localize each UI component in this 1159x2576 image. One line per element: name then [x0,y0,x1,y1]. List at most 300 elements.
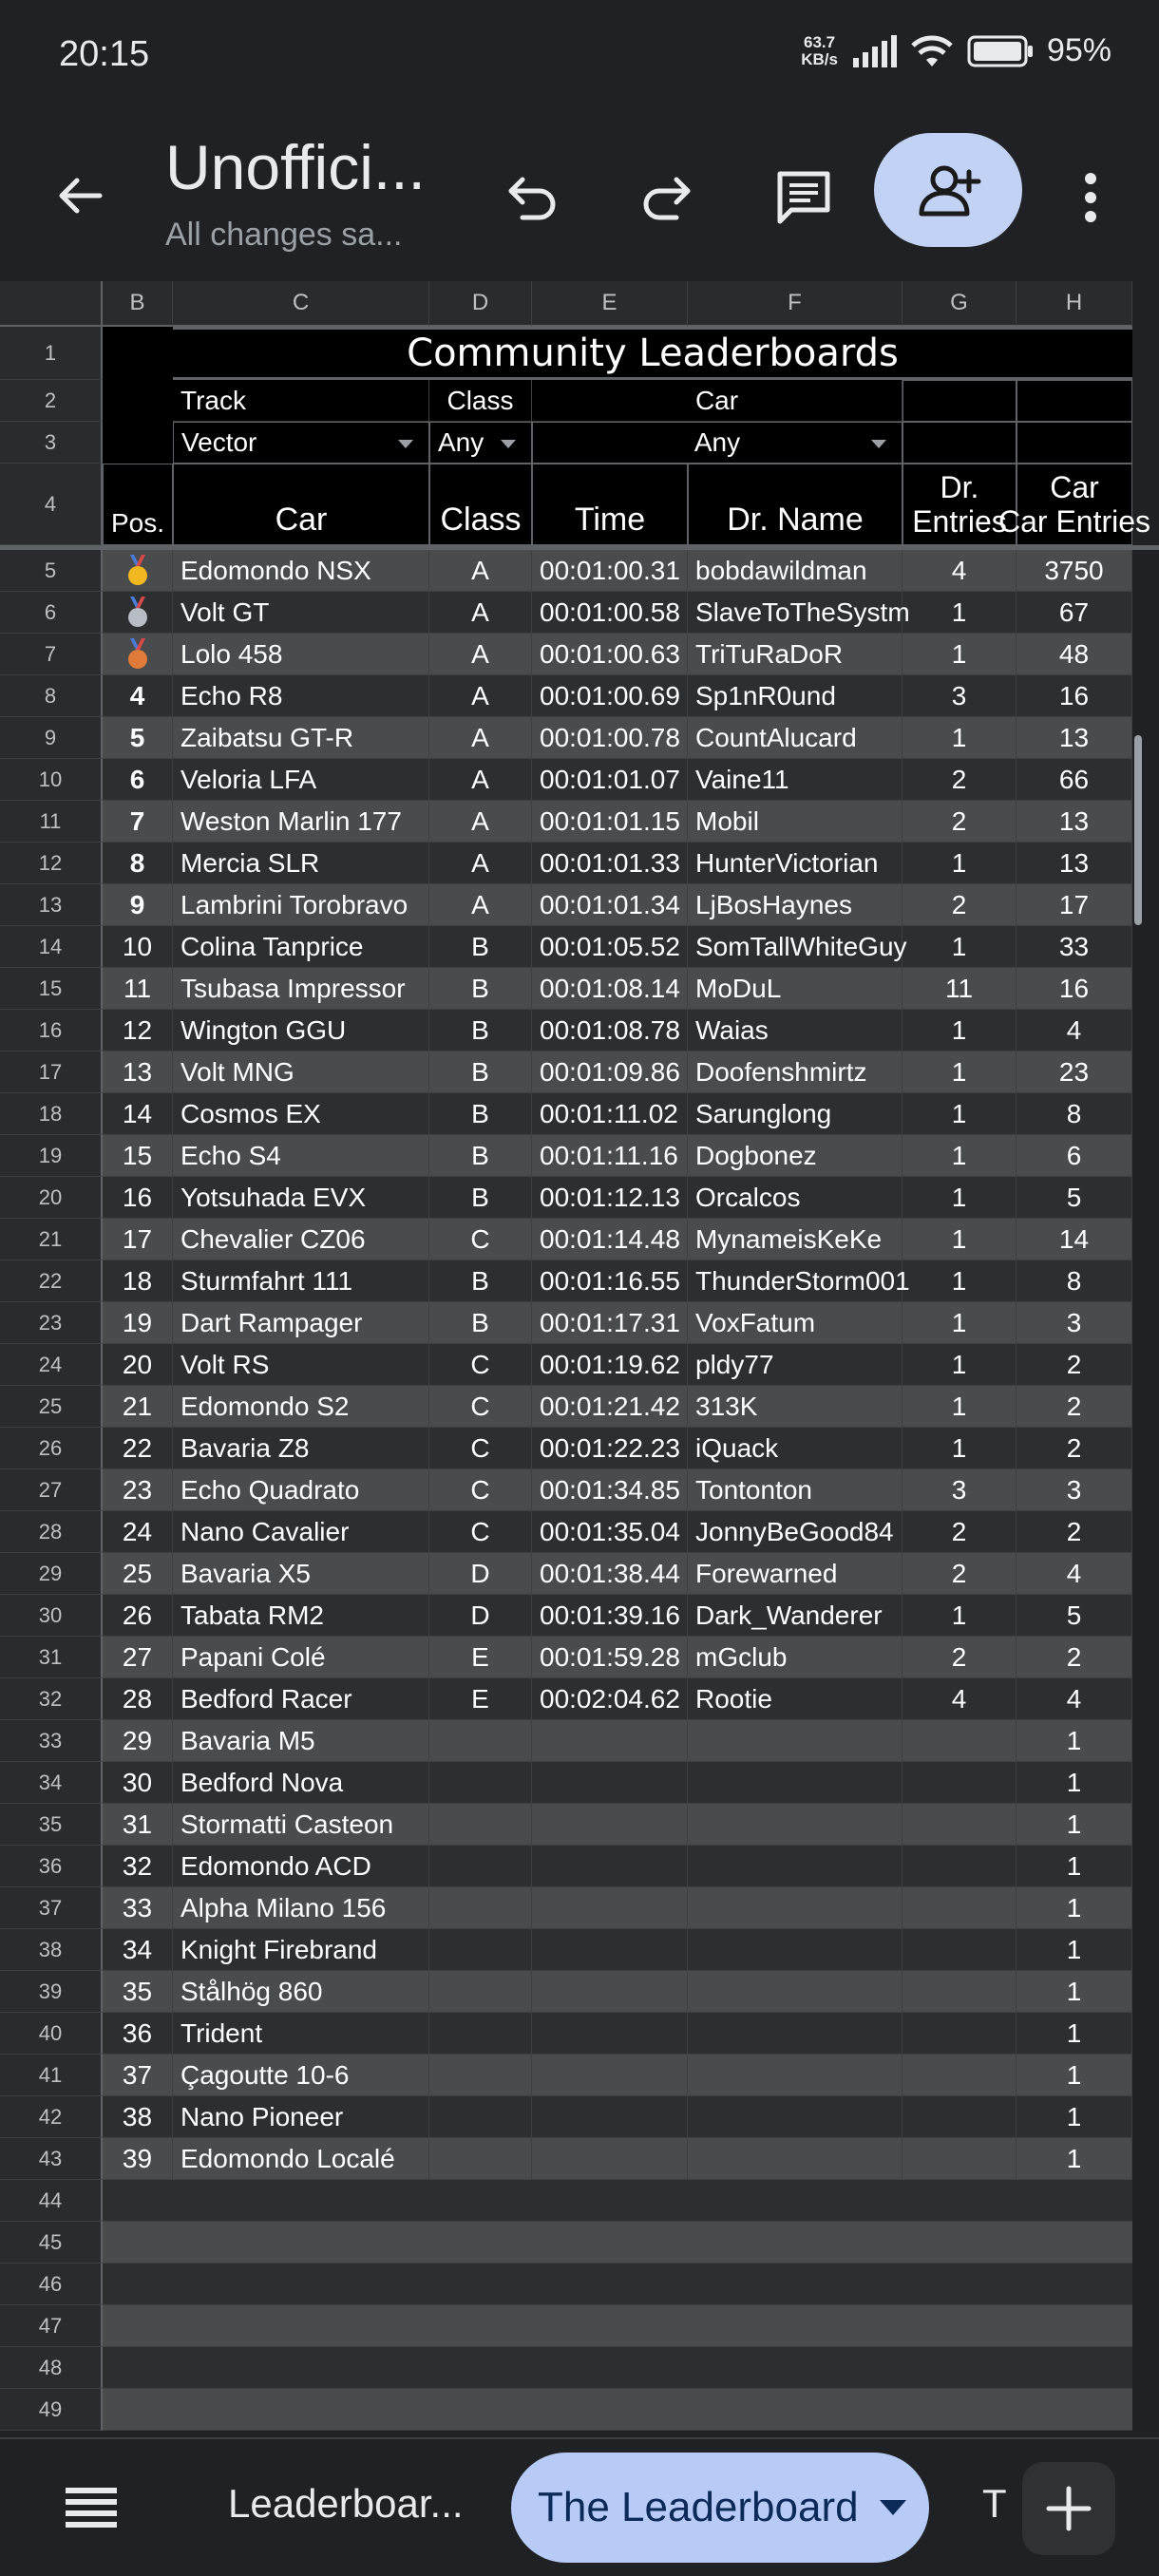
cell-dr[interactable]: 1 [902,592,1016,634]
row-header[interactable]: 22 [0,1260,103,1302]
row-header[interactable]: 19 [0,1135,103,1177]
undo-button[interactable] [496,161,568,234]
empty-header-cell[interactable] [902,380,1016,422]
cell-ce[interactable]: 5 [1016,1595,1132,1637]
cell-dr[interactable]: 1 [902,1010,1016,1051]
row-header[interactable]: 42 [0,2096,103,2138]
cell-ce[interactable]: 8 [1016,1260,1132,1302]
cell-name[interactable]: ThunderStorm001 [688,1260,902,1302]
row-header[interactable]: 43 [0,2138,103,2180]
add-sheet-button[interactable] [1022,2462,1115,2555]
cell-name[interactable] [688,1887,902,1929]
table-row[interactable] [103,2347,1132,2389]
cell-ce[interactable]: 17 [1016,884,1132,926]
cell-time[interactable]: 00:01:00.78 [532,717,688,759]
cell-car[interactable]: Echo Quadrato [173,1469,429,1511]
cell-pos[interactable]: 8 [103,843,173,884]
cell-time[interactable] [532,1971,688,2013]
row-header[interactable]: 41 [0,2055,103,2096]
cell-name[interactable]: iQuack [688,1428,902,1469]
row-header[interactable]: 40 [0,2013,103,2055]
cell-name[interactable]: Rootie [688,1678,902,1720]
comment-button[interactable] [768,161,840,234]
cell-dr[interactable]: 1 [902,1595,1016,1637]
cell-name[interactable]: SlaveToTheSystm [688,592,902,634]
cell-pos[interactable]: 33 [103,1887,173,1929]
cell-ce[interactable]: 13 [1016,843,1132,884]
cell-class[interactable]: A [429,843,532,884]
cell-time[interactable]: 00:01:01.34 [532,884,688,926]
cell-ce[interactable]: 1 [1016,1846,1132,1887]
cell-pos[interactable]: 19 [103,1302,173,1344]
cell-car[interactable]: Bedford Nova [173,1762,429,1804]
cell-car[interactable]: Edomondo NSX [173,550,429,592]
medal-cell[interactable] [103,634,173,675]
cell-class[interactable] [429,1846,532,1887]
row-header[interactable]: 48 [0,2347,103,2389]
cell-name[interactable] [688,2138,902,2180]
cell-dr[interactable]: 1 [902,926,1016,968]
cell-class[interactable]: C [429,1344,532,1386]
class-dropdown[interactable] [429,422,532,464]
cell-time[interactable]: 00:01:00.31 [532,550,688,592]
cell-time[interactable]: 00:01:19.62 [532,1344,688,1386]
cell-name[interactable]: pldy77 [688,1344,902,1386]
row-header[interactable]: 24 [0,1344,103,1386]
cell-class[interactable]: B [429,1010,532,1051]
row-header[interactable]: 5 [0,550,103,592]
cell-time[interactable]: 00:01:22.23 [532,1428,688,1469]
cell-dr[interactable]: 2 [902,1553,1016,1595]
cell-name[interactable]: 313K [688,1386,902,1428]
cell-class[interactable] [429,1762,532,1804]
cell-car[interactable]: Volt GT [173,592,429,634]
cell-pos[interactable]: 32 [103,1846,173,1887]
cell-pos[interactable]: 9 [103,884,173,926]
cell-time[interactable]: 00:01:08.78 [532,1010,688,1051]
cell-car[interactable]: Nano Pioneer [173,2096,429,2138]
cell-name[interactable]: MynameisKeKe [688,1219,902,1260]
cell-ce[interactable]: 66 [1016,759,1132,801]
cell-class[interactable]: C [429,1219,532,1260]
cell-time[interactable]: 00:01:35.04 [532,1511,688,1553]
row-header[interactable]: 17 [0,1051,103,1093]
cell-time[interactable]: 00:01:00.58 [532,592,688,634]
cell-car[interactable]: Dart Rampager [173,1302,429,1344]
cell-pos[interactable]: 36 [103,2013,173,2055]
row-header[interactable]: 7 [0,634,103,675]
cell-dr[interactable] [902,1762,1016,1804]
cell-car[interactable]: Chevalier CZ06 [173,1219,429,1260]
cell-time[interactable] [532,1846,688,1887]
table-row[interactable] [103,2222,1132,2263]
cell-name[interactable]: HunterVictorian [688,843,902,884]
cell-car[interactable]: Çagoutte 10-6 [173,2055,429,2096]
cell-car[interactable]: Edomondo ACD [173,1846,429,1887]
cell-class[interactable] [429,1804,532,1846]
dropdown-icon[interactable] [874,2496,912,2519]
cell-car[interactable]: Edomondo Localé [173,2138,429,2180]
cell-dr[interactable]: 1 [902,634,1016,675]
cell-ce[interactable]: 14 [1016,1219,1132,1260]
cell-ce[interactable]: 4 [1016,1678,1132,1720]
cell-time[interactable]: 00:01:17.31 [532,1302,688,1344]
cell-pos[interactable]: 25 [103,1553,173,1595]
back-button[interactable] [46,161,114,230]
header-pos[interactable]: Pos. [103,464,173,545]
cell-class[interactable]: A [429,801,532,843]
cell-name[interactable]: VoxFatum [688,1302,902,1344]
row-header[interactable]: 28 [0,1511,103,1553]
row-header[interactable]: 33 [0,1720,103,1762]
table-row[interactable] [103,2263,1132,2305]
cell-time[interactable]: 00:01:38.44 [532,1553,688,1595]
cell-time[interactable]: 00:01:11.16 [532,1135,688,1177]
cell-time[interactable]: 00:01:00.69 [532,675,688,717]
table-row[interactable] [103,2389,1132,2431]
cell-dr[interactable] [902,1804,1016,1846]
cell-name[interactable]: Orcalcos [688,1177,902,1219]
cell-name[interactable]: Mobil [688,801,902,843]
cell-class[interactable]: B [429,1051,532,1093]
cell-pos[interactable]: 29 [103,1720,173,1762]
leaderboard-banner-title[interactable]: Community Leaderboards [173,327,1132,380]
cell-ce[interactable]: 13 [1016,717,1132,759]
more-options-button[interactable] [1054,161,1127,234]
empty-header-cell[interactable] [902,422,1016,464]
cell-ce[interactable]: 16 [1016,968,1132,1010]
cell-class[interactable]: B [429,968,532,1010]
cell-dr[interactable] [902,2096,1016,2138]
cell-class[interactable]: E [429,1637,532,1678]
cell-class[interactable] [429,1929,532,1971]
cell-class[interactable]: A [429,759,532,801]
cell-dr[interactable] [902,1929,1016,1971]
cell-name[interactable]: TriTuRaDoR [688,634,902,675]
row-header[interactable]: 38 [0,1929,103,1971]
column-header-g[interactable]: G [902,281,1016,327]
cell-name[interactable]: Forewarned [688,1553,902,1595]
cell-pos[interactable]: 28 [103,1678,173,1720]
cell-pos[interactable]: 24 [103,1511,173,1553]
cell-dr[interactable]: 11 [902,968,1016,1010]
cell-car[interactable]: Volt RS [173,1344,429,1386]
cell-ce[interactable]: 8 [1016,1093,1132,1135]
cell-ce[interactable]: 1 [1016,1929,1132,1971]
cell-name[interactable] [688,1804,902,1846]
cell-ce[interactable]: 6 [1016,1135,1132,1177]
cell-car[interactable]: Bavaria M5 [173,1720,429,1762]
cell-class[interactable]: B [429,1260,532,1302]
empty-header-cell[interactable] [1016,380,1132,422]
cell-pos[interactable]: 34 [103,1929,173,1971]
cell-pos[interactable]: 6 [103,759,173,801]
cell-ce[interactable]: 4 [1016,1010,1132,1051]
cell-name[interactable]: LjBosHaynes [688,884,902,926]
cell-ce[interactable]: 4 [1016,1553,1132,1595]
cell-car[interactable]: Volt MNG [173,1051,429,1093]
cell-car[interactable]: Sturmfahrt 111 [173,1260,429,1302]
cell-dr[interactable]: 2 [902,884,1016,926]
cell-ce[interactable]: 3 [1016,1302,1132,1344]
cell-car[interactable]: Zaibatsu GT-R [173,717,429,759]
cell-class[interactable] [429,1720,532,1762]
cell-car[interactable]: Nano Cavalier [173,1511,429,1553]
cell-dr[interactable]: 1 [902,1302,1016,1344]
cell-dr[interactable]: 1 [902,717,1016,759]
cell-name[interactable]: Vaine11 [688,759,902,801]
cell-time[interactable]: 00:01:00.63 [532,634,688,675]
cell-ce[interactable]: 2 [1016,1637,1132,1678]
cell-dr[interactable]: 2 [902,1637,1016,1678]
cell-name[interactable]: Tontonton [688,1469,902,1511]
cell-class[interactable]: C [429,1469,532,1511]
row-header[interactable]: 13 [0,884,103,926]
cell-name[interactable] [688,2055,902,2096]
cell-ce[interactable]: 1 [1016,1887,1132,1929]
cell-class[interactable]: D [429,1553,532,1595]
cell-name[interactable] [688,1846,902,1887]
cell-time[interactable]: 00:01:21.42 [532,1386,688,1428]
cell-class[interactable]: E [429,1678,532,1720]
row-header[interactable]: 32 [0,1678,103,1720]
cell-pos[interactable]: 10 [103,926,173,968]
row-header[interactable]: 27 [0,1469,103,1511]
tab-leaderboards[interactable]: Leaderboar... [228,2481,464,2526]
cell-car[interactable]: Knight Firebrand [173,1929,429,1971]
cell-ce[interactable]: 1 [1016,2055,1132,2096]
cell-class[interactable] [429,2096,532,2138]
cell-name[interactable]: Sarunglong [688,1093,902,1135]
cell-ce[interactable]: 3750 [1016,550,1132,592]
row-header[interactable]: 31 [0,1637,103,1678]
cell-dr[interactable] [902,2013,1016,2055]
cell-time[interactable]: 00:02:04.62 [532,1678,688,1720]
cell-pos[interactable]: 4 [103,675,173,717]
cell-pos[interactable]: 37 [103,2055,173,2096]
cell-pos[interactable]: 11 [103,968,173,1010]
cell-car[interactable]: Wington GGU [173,1010,429,1051]
cell-class[interactable]: B [429,1302,532,1344]
cell-dr[interactable]: 1 [902,843,1016,884]
cell-class[interactable]: B [429,1135,532,1177]
column-header-f[interactable]: F [688,281,902,327]
row-header[interactable]: 39 [0,1971,103,2013]
cell-time[interactable] [532,1804,688,1846]
row-header[interactable]: 44 [0,2180,103,2222]
row-header[interactable]: 49 [0,2389,103,2431]
column-header-b[interactable]: B [103,281,173,327]
cell-dr[interactable]: 3 [902,1469,1016,1511]
header-dr-name[interactable]: Dr. Name [688,464,902,545]
cell-name[interactable]: SomTallWhiteGuy [688,926,902,968]
cell-car[interactable]: Tabata RM2 [173,1595,429,1637]
cell-car[interactable]: Edomondo S2 [173,1386,429,1428]
track-dropdown[interactable] [173,422,429,464]
medal-cell[interactable] [103,550,173,592]
cell-car[interactable]: Cosmos EX [173,1093,429,1135]
cell-time[interactable]: 00:01:34.85 [532,1469,688,1511]
car-dropdown[interactable] [532,422,902,464]
cell-class[interactable]: B [429,1093,532,1135]
cell-time[interactable]: 00:01:09.86 [532,1051,688,1093]
document-title[interactable]: Unoffici... [165,132,426,202]
cell-name[interactable]: bobdawildman [688,550,902,592]
cell-name[interactable] [688,1720,902,1762]
cell-ce[interactable]: 1 [1016,1804,1132,1846]
cell-car[interactable]: Trident [173,2013,429,2055]
row-header[interactable]: 26 [0,1428,103,1469]
cell-time[interactable] [532,2138,688,2180]
cell-car[interactable]: Echo S4 [173,1135,429,1177]
cell-dr[interactable]: 4 [902,1678,1016,1720]
row-header[interactable]: 46 [0,2263,103,2305]
row-header[interactable]: 12 [0,843,103,884]
cell-name[interactable]: MoDuL [688,968,902,1010]
cell-time[interactable]: 00:01:16.55 [532,1260,688,1302]
cell-pos[interactable]: 7 [103,801,173,843]
cell-class[interactable] [429,1887,532,1929]
cell-class[interactable]: C [429,1386,532,1428]
cell-class[interactable] [429,2138,532,2180]
cell-time[interactable]: 00:01:01.07 [532,759,688,801]
cell-ce[interactable]: 1 [1016,2096,1132,2138]
cell-ce[interactable]: 67 [1016,592,1132,634]
cell-time[interactable] [532,1762,688,1804]
cell-ce[interactable]: 2 [1016,1344,1132,1386]
cell-ce[interactable]: 13 [1016,801,1132,843]
cell-ce[interactable]: 5 [1016,1177,1132,1219]
cell-pos[interactable]: 35 [103,1971,173,2013]
cell-car[interactable]: Colina Tanprice [173,926,429,968]
cell-dr[interactable] [902,2055,1016,2096]
row-header[interactable]: 35 [0,1804,103,1846]
row-header[interactable]: 23 [0,1302,103,1344]
cell-dr[interactable]: 1 [902,1219,1016,1260]
share-button[interactable] [874,133,1022,247]
cell-dr[interactable]: 1 [902,1428,1016,1469]
cell-time[interactable]: 00:01:11.02 [532,1093,688,1135]
cell-ce[interactable]: 23 [1016,1051,1132,1093]
row-header[interactable]: 11 [0,801,103,843]
cell-dr[interactable]: 3 [902,675,1016,717]
cell-class[interactable] [429,1971,532,2013]
row-header[interactable]: 10 [0,759,103,801]
cell-car[interactable]: Bedford Racer [173,1678,429,1720]
cell-dr[interactable]: 2 [902,759,1016,801]
cell-car[interactable]: Tsubasa Impressor [173,968,429,1010]
empty-header-cell[interactable] [1016,422,1132,464]
cell-dr[interactable]: 1 [902,1386,1016,1428]
cell-class[interactable] [429,2013,532,2055]
cell-dr[interactable]: 2 [902,801,1016,843]
cell-time[interactable] [532,1720,688,1762]
row-header[interactable]: 34 [0,1762,103,1804]
row-header[interactable]: 8 [0,675,103,717]
row-header[interactable]: 1 [0,327,103,380]
cell-class[interactable]: D [429,1595,532,1637]
row-header[interactable]: 3 [0,422,103,464]
cell-time[interactable] [532,2096,688,2138]
cell-name[interactable] [688,2096,902,2138]
cell-name[interactable] [688,1929,902,1971]
cell-name[interactable] [688,1762,902,1804]
cell-car[interactable]: Papani Colé [173,1637,429,1678]
cell-name[interactable]: Waias [688,1010,902,1051]
cell-class[interactable]: A [429,550,532,592]
cell-car[interactable]: Lambrini Torobravo [173,884,429,926]
header-car-entries[interactable] [998,464,1151,545]
cell-car[interactable]: Yotsuhada EVX [173,1177,429,1219]
cell-pos[interactable]: 13 [103,1051,173,1093]
cell-dr[interactable]: 2 [902,1511,1016,1553]
cell-ce[interactable]: 2 [1016,1511,1132,1553]
cell-pos[interactable]: 23 [103,1469,173,1511]
header-class[interactable]: Class [429,464,532,545]
cell-pos[interactable]: 27 [103,1637,173,1678]
frozen-rows-divider[interactable] [0,545,1159,550]
cell-pos[interactable]: 21 [103,1386,173,1428]
cell-ce[interactable]: 1 [1016,2138,1132,2180]
cell-car[interactable]: Lolo 458 [173,634,429,675]
cell-name[interactable]: Dark_Wanderer [688,1595,902,1637]
row-header[interactable]: 2 [0,380,103,422]
cell-pos[interactable]: 38 [103,2096,173,2138]
cell-ce[interactable]: 1 [1016,1762,1132,1804]
cell-name[interactable]: CountAlucard [688,717,902,759]
column-header-c[interactable]: C [173,281,429,327]
tab-the-leaderboard[interactable] [511,2453,929,2563]
row-header[interactable]: 37 [0,1887,103,1929]
cell-car[interactable]: Weston Marlin 177 [173,801,429,843]
cell-pos[interactable]: 26 [103,1595,173,1637]
row-header[interactable]: 18 [0,1093,103,1135]
cell-pos[interactable]: 22 [103,1428,173,1469]
table-row[interactable] [103,2180,1132,2222]
all-sheets-button[interactable] [53,2477,129,2538]
cell-name[interactable]: mGclub [688,1637,902,1678]
cell-car[interactable]: Stormatti Casteon [173,1804,429,1846]
row-header[interactable]: 47 [0,2305,103,2347]
cell-name[interactable]: JonnyBeGood84 [688,1511,902,1553]
cell-name[interactable] [688,2013,902,2055]
cell-name[interactable]: Sp1nR0und [688,675,902,717]
row-header[interactable]: 16 [0,1010,103,1051]
cell-dr[interactable]: 1 [902,1260,1016,1302]
row-header[interactable]: 6 [0,592,103,634]
header-time[interactable]: Time [532,464,688,545]
cell-car[interactable]: Echo R8 [173,675,429,717]
cell-class[interactable]: A [429,634,532,675]
cell-car[interactable]: Veloria LFA [173,759,429,801]
cell-dr[interactable] [902,1720,1016,1762]
cell-name[interactable]: Dogbonez [688,1135,902,1177]
cell-time[interactable] [532,2055,688,2096]
cell-car[interactable]: Bavaria Z8 [173,1428,429,1469]
cell-class[interactable]: A [429,884,532,926]
cell-name[interactable]: Doofenshmirtz [688,1051,902,1093]
cell-time[interactable]: 00:01:08.14 [532,968,688,1010]
scrollbar-thumb[interactable] [1134,735,1142,925]
cell-ce[interactable]: 1 [1016,1720,1132,1762]
cell-time[interactable] [532,1929,688,1971]
cell-pos[interactable]: 30 [103,1762,173,1804]
cell-dr[interactable]: 1 [902,1135,1016,1177]
cell-pos[interactable]: 14 [103,1093,173,1135]
cell-ce[interactable]: 1 [1016,1971,1132,2013]
cell-time[interactable]: 00:01:05.52 [532,926,688,968]
redo-button[interactable] [631,161,703,234]
